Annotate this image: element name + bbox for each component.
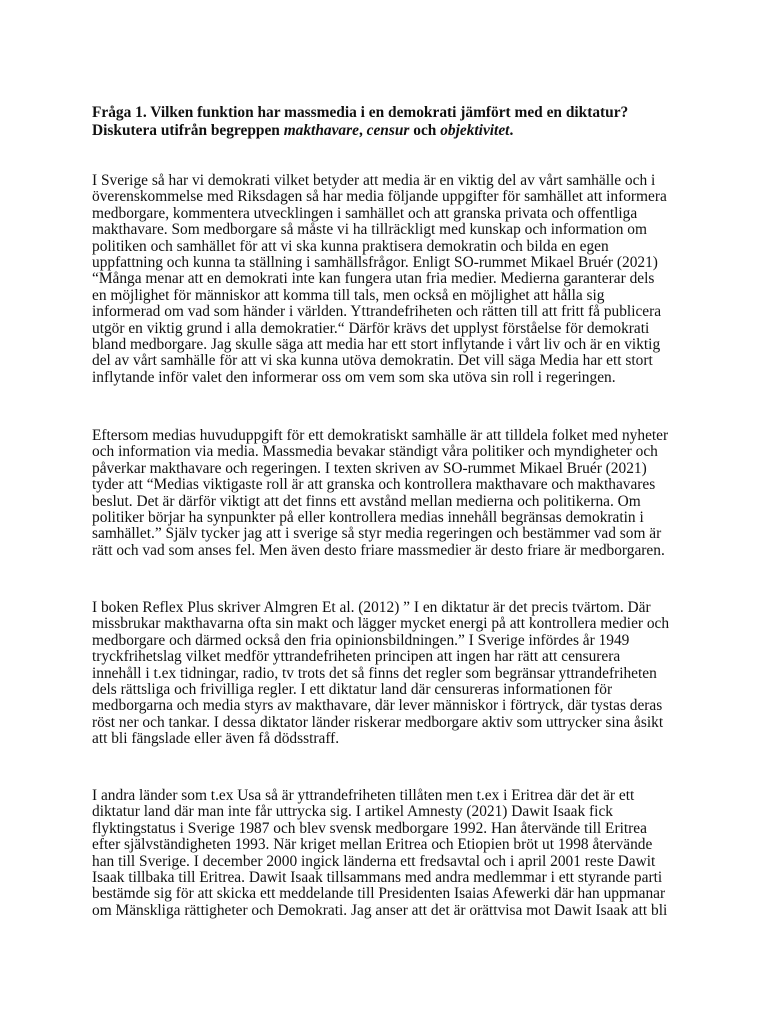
paragraph-line: utgör en viktig grund i alla demokratier.“ Därför krävs det upplyst förståelse för demokrati [92,319,650,337]
question-end: . [509,122,514,139]
paragraph-line: bland medborgare. Jag skulle säga att media har ett stort inflytande i vårt liv och är en viktig [92,336,661,354]
paragraph-line: röst ner och tankar. I dessa diktator länder riskerar medborgare aktiv som uttrycker sina åsikt [92,713,664,731]
question-line-2 [92,122,692,140]
paragraph-line: medborgarna och media styrs av makthavare, där lever människor i förtryck, där tystas deras [92,697,663,715]
paragraph-line: dels rättsliga och frivilliga regler. I ett diktatur land där censureras informationen för [92,681,613,699]
paragraph-line: missbrukar makthavarna ofta sin makt och lägger mycket energi på att kontrollera medier och [92,615,670,633]
paragraph-line: överenskommelse med Riksdagen så har media följande uppgifter för samhället att informera [92,188,667,206]
term-objektivitet: objektivitet [440,122,510,139]
paragraph-line: politiken och samhället för att vi ska kunna praktisera demokratin och bilda en egen [92,237,609,255]
paragraph-line: tyder att “Medias viktigaste roll är att granska och kontrollera makthavare och makthavares [92,476,656,494]
term-censur: censur [366,122,410,139]
question-sep-1: , [358,122,367,139]
question-heading [92,104,692,140]
paragraph-line: I boken Reflex Plus skriver Almgren Et al. (2012) ” I en diktatur är det precis tvärtom. Där [92,599,651,616]
paragraph-line: en möjlighet för människor att komma till tals, men också en möjlighet att hålla sig [92,286,605,304]
paragraph-line: bestämde sig för att skicka ett meddelande till Presidenten Isaias Afewerki där han uppmanar [92,885,666,903]
paragraph-line: tryckfrihetslag vilket medför yttrandefriheten principen att ingen har rätt att censurera [92,648,621,666]
paragraph-line: beslut. Det är därför viktigt att det finns ett avstånd mellan medierna och politikerna. Om [92,492,641,510]
paragraph-line: rätt och vad som anses fel. Men även desto friare massmedier är desto friare är medborgaren. [92,541,665,559]
paragraph-line: och information via media. Massmedia bevakar ständigt våra politiker och myndigheter och [92,443,658,461]
paragraph-line: medborgare och därmed också den fria opinionsbildningen.” I Sverige infördes år 1949 [92,631,630,649]
paragraph-line: informerad om vad som händer i världen. Yttrandefriheten och rätten till att fritt få publicera [92,303,662,321]
paragraph-line: inflytande inför valet den informerar oss om vem som ska utöva sin roll i regeringen. [92,368,616,386]
paragraph-3 [92,600,692,748]
paragraph-line: påverkar makthavare och regeringen. I texten skriven av SO-rummet Mikael Bruér (2021) [92,459,647,477]
paragraph-line: innehåll i t.ex tidningar, radio, tv trots det så finns det regler som begränsar yttrandefriheten [92,664,657,682]
paragraph-line: medborgare, kommentera utvecklingen i samhället och att granska privata och offentliga [92,204,638,222]
question-prefix: Diskutera utifrån begreppen [92,122,284,139]
paragraph-4 [92,788,692,919]
paragraph-line: om Mänskliga rättigheter och Demokrati. Jag anser att det är orättvisa mot Dawit Isaak att bli [92,901,668,919]
paragraph-line: uppfattning och kunna ta ställning i samhällsfrågor. Enligt SO-rummet Mikael Bruér (2021) [92,254,658,272]
paragraph-line: att bli fängslade eller även få dödsstraff. [92,730,340,748]
paragraph-line: han till Sverige. I december 2000 ingick länderna ett fredsavtal och i april 2001 reste Dawit [92,852,656,870]
paragraph-line: del av vårt samhälle för att vi ska kunna utöva demokratin. Det vill säga Media har ett stort [92,352,653,370]
paragraph-line: “Många menar att en demokrati inte kan fungera utan fria medier. Medierna garanterar dels [92,270,655,288]
question-line-1: Fråga 1. Vilken funktion har massmedia i en demokrati jämfört med en diktatur? [92,104,629,121]
paragraph-line: samhället.” Själv tycker jag att i sverige så styr media regeringen och bestämmer vad som är [92,525,662,543]
paragraph-line: makthavare. Som medborgare så måste vi ha tillräckligt med kunskap och information om [92,221,647,239]
paragraph-line: Isaak tillbaka till Eritrea. Dawit Isaak tillsammans med andra medlemmar i ett styrande parti [92,869,663,887]
paragraph-line: flyktingstatus i Sverige 1987 och blev svensk medborgare 1992. Han återvände till Eritrea [92,819,647,837]
term-makthavare: makthavare [283,122,359,139]
paragraph-line: I andra länder som t.ex Usa så är yttrandefriheten tillåten men t.ex i Eritrea där det är ett [92,787,635,804]
paragraph-2 [92,428,692,559]
paragraph-line: diktatur land där man inte får uttrycka sig. I artikel Amnesty (2021) Dawit Isaak fick [92,803,613,821]
paragraph-line: Eftersom medias huvuduppgift för ett demokratiskt samhälle är att tilldela folket med nyheter [92,427,669,444]
paragraph-1 [92,173,692,386]
paragraph-line: politiker börjar ha synpunkter på eller kontrollera medias innehåll begränsas demokratin i [92,509,644,527]
paragraph-line: efter självständigheten 1993. När kriget mellan Eritrea och Etiopien bröt ut 1998 återvände [92,836,653,854]
question-sep-2: och [409,122,441,139]
paragraph-line: I Sverige så har vi demokrati vilket betyder att media är en viktig del av vårt samhälle och i [92,172,656,189]
